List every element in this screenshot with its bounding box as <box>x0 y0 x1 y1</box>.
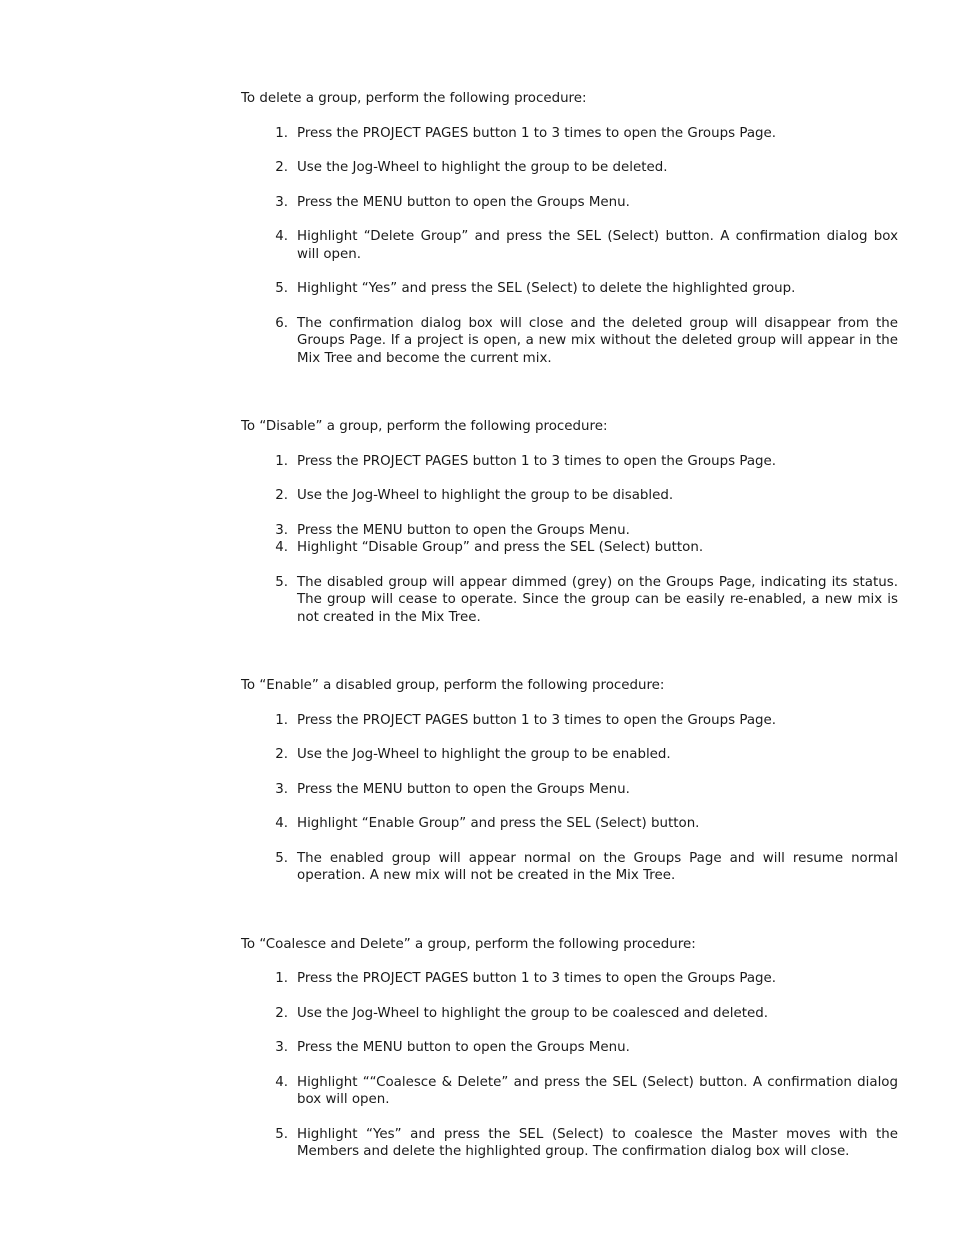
step-text: Use the Jog-Wheel to highlight the group to be disabled. <box>297 488 674 503</box>
section-coalesce-delete-group <box>241 936 898 1161</box>
step-list <box>241 125 898 368</box>
list-item <box>241 1126 898 1161</box>
step-number: 3 . <box>268 781 288 799</box>
step-text: Highlight “Enable Group” and press the SEL (Select) button. <box>297 816 700 831</box>
step-text: Press the PROJECT PAGES button 1 to 3 times to open the Groups Page. <box>297 453 777 469</box>
step-text: Highlight “Delete Group” and press the SEL (Select) button. A confirmation dialog box will open. <box>297 229 898 262</box>
step-number: 4 . <box>268 539 288 557</box>
step-number: 3 . <box>268 522 288 540</box>
step-text: Press the MENU button to open the Groups Menu. <box>297 194 630 210</box>
step-text: Highlight “Yes” and press the SEL (Select) to coalesce the Master moves with the Members and delete the highlighted group. The confirmation dialog box will close. <box>297 1126 898 1159</box>
step-number: 4 . <box>268 228 288 246</box>
step-text: Press the PROJECT PAGES button 1 to 3 times to open the Groups Page. <box>297 125 777 141</box>
list-item <box>241 712 898 730</box>
step-number: 1 . <box>268 970 288 988</box>
list-item <box>241 850 898 885</box>
step-text: The confirmation dialog box will close and the deleted group will disappear from the Groups Page. If a project is open, a new mix without the deleted group will appear in the Mix Tree and become the current mix. <box>297 315 898 366</box>
step-number: 5 . <box>268 850 288 868</box>
list-item <box>241 280 898 298</box>
step-text: Press the MENU button to open the Groups Menu. <box>297 1040 630 1055</box>
step-text: Press the PROJECT PAGES button 1 to 3 times to open the Groups Page. <box>297 712 777 728</box>
step-number: 2 . <box>268 1005 288 1023</box>
step-number: 3 . <box>268 194 288 212</box>
list-item <box>241 1074 898 1109</box>
step-list <box>241 453 898 627</box>
step-text: Press the MENU button to open the Groups Menu. <box>297 781 630 797</box>
step-text: Use the Jog-Wheel to highlight the group to be deleted. <box>297 160 668 175</box>
step-text: Highlight ““Coalesce & Delete” and press the SEL (Select) button. A confirmation dialog box will open. <box>297 1074 898 1107</box>
step-text: Use the Jog-Wheel to highlight the group to be coalesced and deleted. <box>297 1005 768 1021</box>
section-disable-group <box>241 418 898 626</box>
step-number: 2 . <box>268 487 288 505</box>
section-intro: To delete a group, perform the following procedure: <box>241 91 587 106</box>
list-item <box>241 228 898 263</box>
step-number: 1 . <box>268 712 288 730</box>
step-number: 2 . <box>268 159 288 177</box>
list-item <box>241 1005 898 1023</box>
list-item <box>241 815 898 833</box>
list-item <box>241 453 898 471</box>
step-text: Use the Jog-Wheel to highlight the group to be enabled. <box>297 747 671 762</box>
list-item <box>241 970 898 988</box>
list-item <box>241 522 898 540</box>
step-number: 4 . <box>268 1074 288 1092</box>
list-item <box>241 539 898 557</box>
step-number: 5 . <box>268 280 288 298</box>
step-text: Highlight “Yes” and press the SEL (Select) to delete the highlighted group. <box>297 281 796 296</box>
list-item <box>241 746 898 764</box>
list-item <box>241 159 898 177</box>
step-number: 5 . <box>268 574 288 592</box>
section-enable-group <box>241 677 898 885</box>
step-number: 3 . <box>268 1039 288 1057</box>
step-text: The enabled group will appear normal on the Groups Page and will resume normal operation. A new mix will not be created in the Mix Tree. <box>297 850 898 883</box>
step-text: The disabled group will appear dimmed (grey) on the Groups Page, indicating its status. The group will cease to operate. Since the group can be easily re-enabled, a new mix is not created in the Mix Tree. <box>297 574 898 625</box>
step-number: 5 . <box>268 1126 288 1144</box>
step-text: Press the PROJECT PAGES button 1 to 3 times to open the Groups Page. <box>297 971 777 986</box>
section-intro: To “Coalesce and Delete” a group, perform the following procedure: <box>241 936 696 952</box>
step-text: Highlight “Disable Group” and press the SEL (Select) button. <box>297 540 704 555</box>
step-number: 1 . <box>268 125 288 143</box>
list-item <box>241 315 898 368</box>
list-item <box>241 194 898 212</box>
list-item <box>241 574 898 627</box>
step-number: 6 . <box>268 315 288 333</box>
section-intro: To “Enable” a disabled group, perform the following procedure: <box>241 678 665 693</box>
step-number: 4 . <box>268 815 288 833</box>
list-item <box>241 781 898 799</box>
document-body <box>241 90 898 1161</box>
section-delete-group <box>241 90 898 367</box>
section-intro: To “Disable” a group, perform the following procedure: <box>241 419 608 434</box>
list-item <box>241 487 898 505</box>
list-item <box>241 125 898 143</box>
list-item <box>241 1039 898 1057</box>
step-number: 2 . <box>268 746 288 764</box>
step-text: Press the MENU button to open the Groups Menu. <box>297 522 630 538</box>
step-list <box>241 712 898 885</box>
step-list <box>241 970 898 1161</box>
step-number: 1 . <box>268 453 288 471</box>
